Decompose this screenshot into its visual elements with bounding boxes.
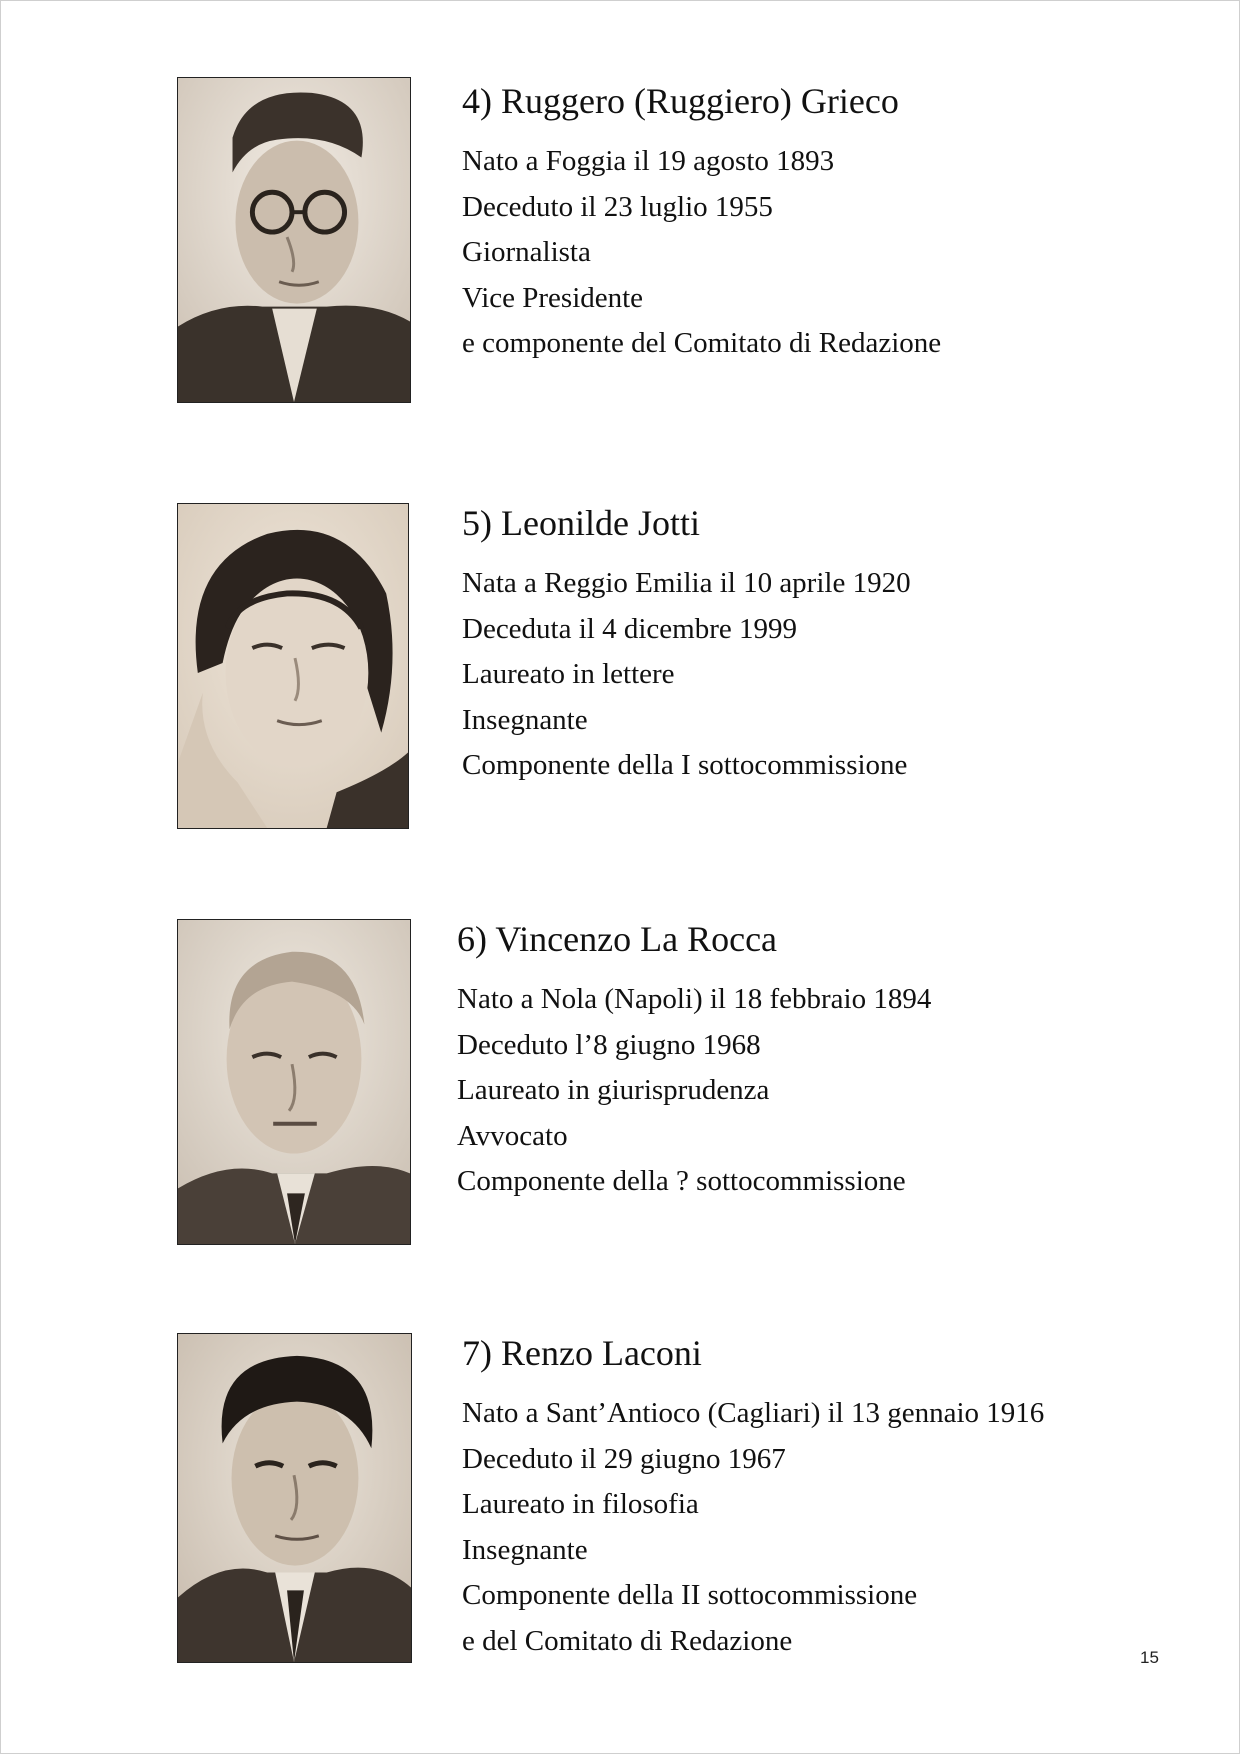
entry-text xyxy=(462,503,911,789)
education: Laureato in lettere xyxy=(462,658,675,690)
death-info: Deceduto il 23 luglio 1955 xyxy=(462,190,773,223)
entry-text xyxy=(457,919,931,1205)
role-detail: e componente del Comitato di Redazione xyxy=(462,327,942,359)
role: Componente della I sottocommissione xyxy=(462,749,908,781)
portrait-photo-grieco xyxy=(177,77,411,403)
role: Componente della ? sottocommissione xyxy=(457,1165,906,1197)
birth-info: Nato a Foggia il 19 agosto 1893 xyxy=(462,145,835,177)
role: Componente della II sottocommissione xyxy=(462,1579,918,1611)
death-info: Deceduto l’8 giugno 1968 xyxy=(457,1028,761,1061)
education: Laureato in filosofia xyxy=(462,1488,699,1520)
page-number: 15 xyxy=(1140,1648,1159,1667)
profession: Insegnante xyxy=(462,1533,588,1566)
death-info: Deceduto il 29 giugno 1967 xyxy=(462,1442,786,1475)
person-name: 6) Vincenzo La Rocca xyxy=(457,919,778,959)
education: Laureato in giurisprudenza xyxy=(457,1074,770,1106)
person-name: 4) Ruggero (Ruggiero) Grieco xyxy=(462,81,899,121)
birth-info: Nato a Nola (Napoli) il 18 febbraio 1894 xyxy=(457,983,932,1015)
person-name: 7) Renzo Laconi xyxy=(462,1333,702,1373)
death-info: Deceduta il 4 dicembre 1999 xyxy=(462,612,797,645)
portrait-photo-la-rocca xyxy=(177,919,411,1245)
portrait-photo-laconi xyxy=(177,1333,412,1663)
profession: Avvocato xyxy=(457,1119,568,1152)
profession: Giornalista xyxy=(462,236,591,268)
person-name: 5) Leonilde Jotti xyxy=(462,503,700,543)
role: Vice Presidente xyxy=(462,281,644,314)
role-detail: e del Comitato di Redazione xyxy=(462,1624,793,1657)
entry-text xyxy=(462,81,941,367)
portrait-photo-jotti xyxy=(177,503,409,829)
birth-info: Nata a Reggio Emilia il 10 aprile 1920 xyxy=(462,567,911,599)
profession: Insegnante xyxy=(462,703,588,736)
birth-info: Nato a Sant’Antioco (Cagliari) il 13 gennaio 1916 xyxy=(462,1397,1045,1429)
entry-text xyxy=(462,1333,1044,1664)
